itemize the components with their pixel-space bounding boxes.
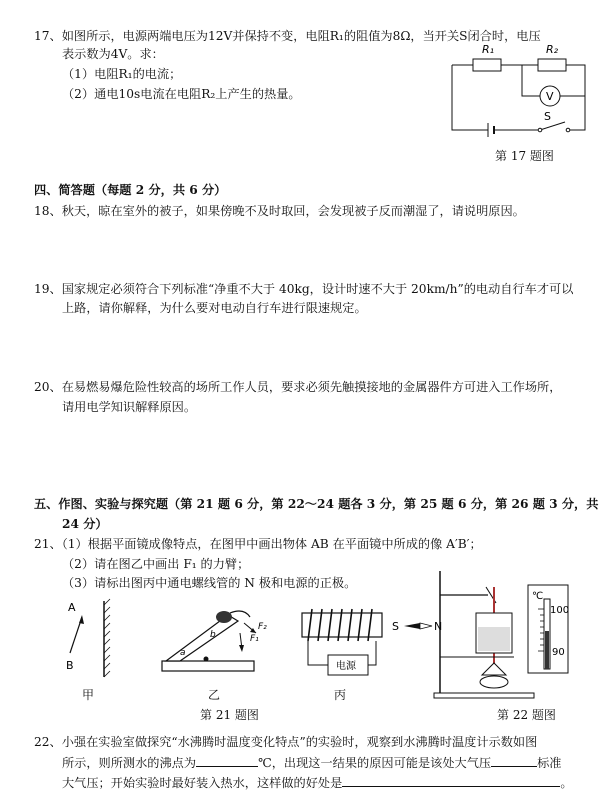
fig-a-label-b: B (66, 659, 74, 672)
section5-heading-line1: 五、作图、实验与探究题（第 21 题 6 分，第 22～24 题各 3 分，第 25 题 6 分，第 26 题 3 分，共 (34, 497, 599, 511)
section5-heading-line2: 24 分） (62, 517, 108, 531)
fig-a-mirror (60, 595, 130, 680)
fig-c-name: 丙 (334, 688, 347, 702)
fig-a-label-a: A (68, 601, 76, 614)
q17-sub1: （1）电阻R₁的电流； (62, 67, 182, 81)
q22-unit: ℃ (532, 591, 544, 602)
q22-tick-90: 90 (552, 647, 565, 658)
q17-sub2: （2）通电10s电流在电阻R₂上产生的热量。 (62, 87, 301, 101)
fig-b-name: 乙 (208, 688, 221, 702)
switch-blade (540, 122, 565, 130)
fig-b-label-f2: F₂ (258, 622, 267, 632)
q20-line1: 20、在易燃易爆危险性较高的场所工作人员，要求必须先触摸接地的金属器件方可进入工作场所， (34, 380, 562, 394)
q22-line3: 大气压；开始实验时最好装入热水，这样做的好处是 。 (62, 776, 573, 790)
q17-line1: 17、如图所示，电源两端电压为12V并保持不变，电阻R₁的阻值为8Ω，当开关S闭合时，电压 (34, 29, 541, 43)
q22-line2: 所示，则所测水的沸点为 ℃，出现这一结果的原因可能是该处大气压 标准 (62, 756, 562, 770)
q22-apparatus-figure (428, 565, 578, 700)
fig-c-power-label: 电源 (336, 661, 356, 672)
fig-b-lever (158, 597, 273, 685)
q21-caption: 第 21 题图 (200, 708, 259, 722)
switch-label: S (544, 110, 551, 123)
fig-c-label-n: N (434, 620, 443, 633)
fig-a-name: 甲 (82, 688, 95, 702)
q22-tick-100: 100 (550, 605, 570, 616)
q22-blank-pressure[interactable] (491, 754, 537, 767)
q21-sub1: 21、（1）根据平面镜成像特点，在图甲中画出物体 AB 在平面镜中所成的像 A′B′； (34, 537, 482, 551)
fig-b-label-a: a (180, 648, 186, 658)
fig-c-solenoid (298, 605, 448, 685)
fig-c-label-s: S (392, 620, 399, 633)
r1-resistor (473, 59, 501, 71)
q22-line1: 22、小强在实验室做探究“水沸腾时温度变化特点”的实验时，观察到水沸腾时温度计示数如图 (34, 735, 538, 749)
q18-line1: 18、秋天，晾在室外的被子，如果傍晚不及时取回，会发现被子反而潮湿了，请说明原因。 (34, 204, 525, 218)
q20-line2: 请用电学知识解释原因。 (62, 400, 197, 414)
q17-caption: 第 17 题图 (495, 149, 554, 163)
q17-line2: 表示数为4V。求： (62, 47, 164, 61)
q22-caption: 第 22 题图 (497, 708, 556, 722)
q22-blank-benefit[interactable] (342, 774, 560, 787)
fig-b-label-b: b (210, 630, 216, 640)
r2-resistor (538, 59, 566, 71)
r1-label: R₁ (482, 43, 495, 56)
q21-sub2: （2）请在图乙中画出 F₁ 的力臂； (62, 557, 250, 571)
fig-b-label-f1: F₁ (250, 634, 259, 644)
q19-line2: 上路，请你解释，为什么要对电动自行车进行限速规定。 (62, 301, 367, 315)
q19-line1: 19、国家规定必须符合下列标准“净重不大于 40kg，设计时速不大于 20km/h”的电动自行车才可以 (34, 282, 574, 296)
voltmeter-label: V (546, 90, 554, 103)
q22-blank-boiling-point[interactable] (196, 754, 258, 767)
section4-heading: 四、简答题（每题 2 分，共 6 分） (34, 183, 227, 197)
q21-sub3: （3）请标出图丙中通电螺线管的 N 极和电源的正极。 (62, 576, 357, 590)
r2-label: R₂ (546, 43, 559, 56)
